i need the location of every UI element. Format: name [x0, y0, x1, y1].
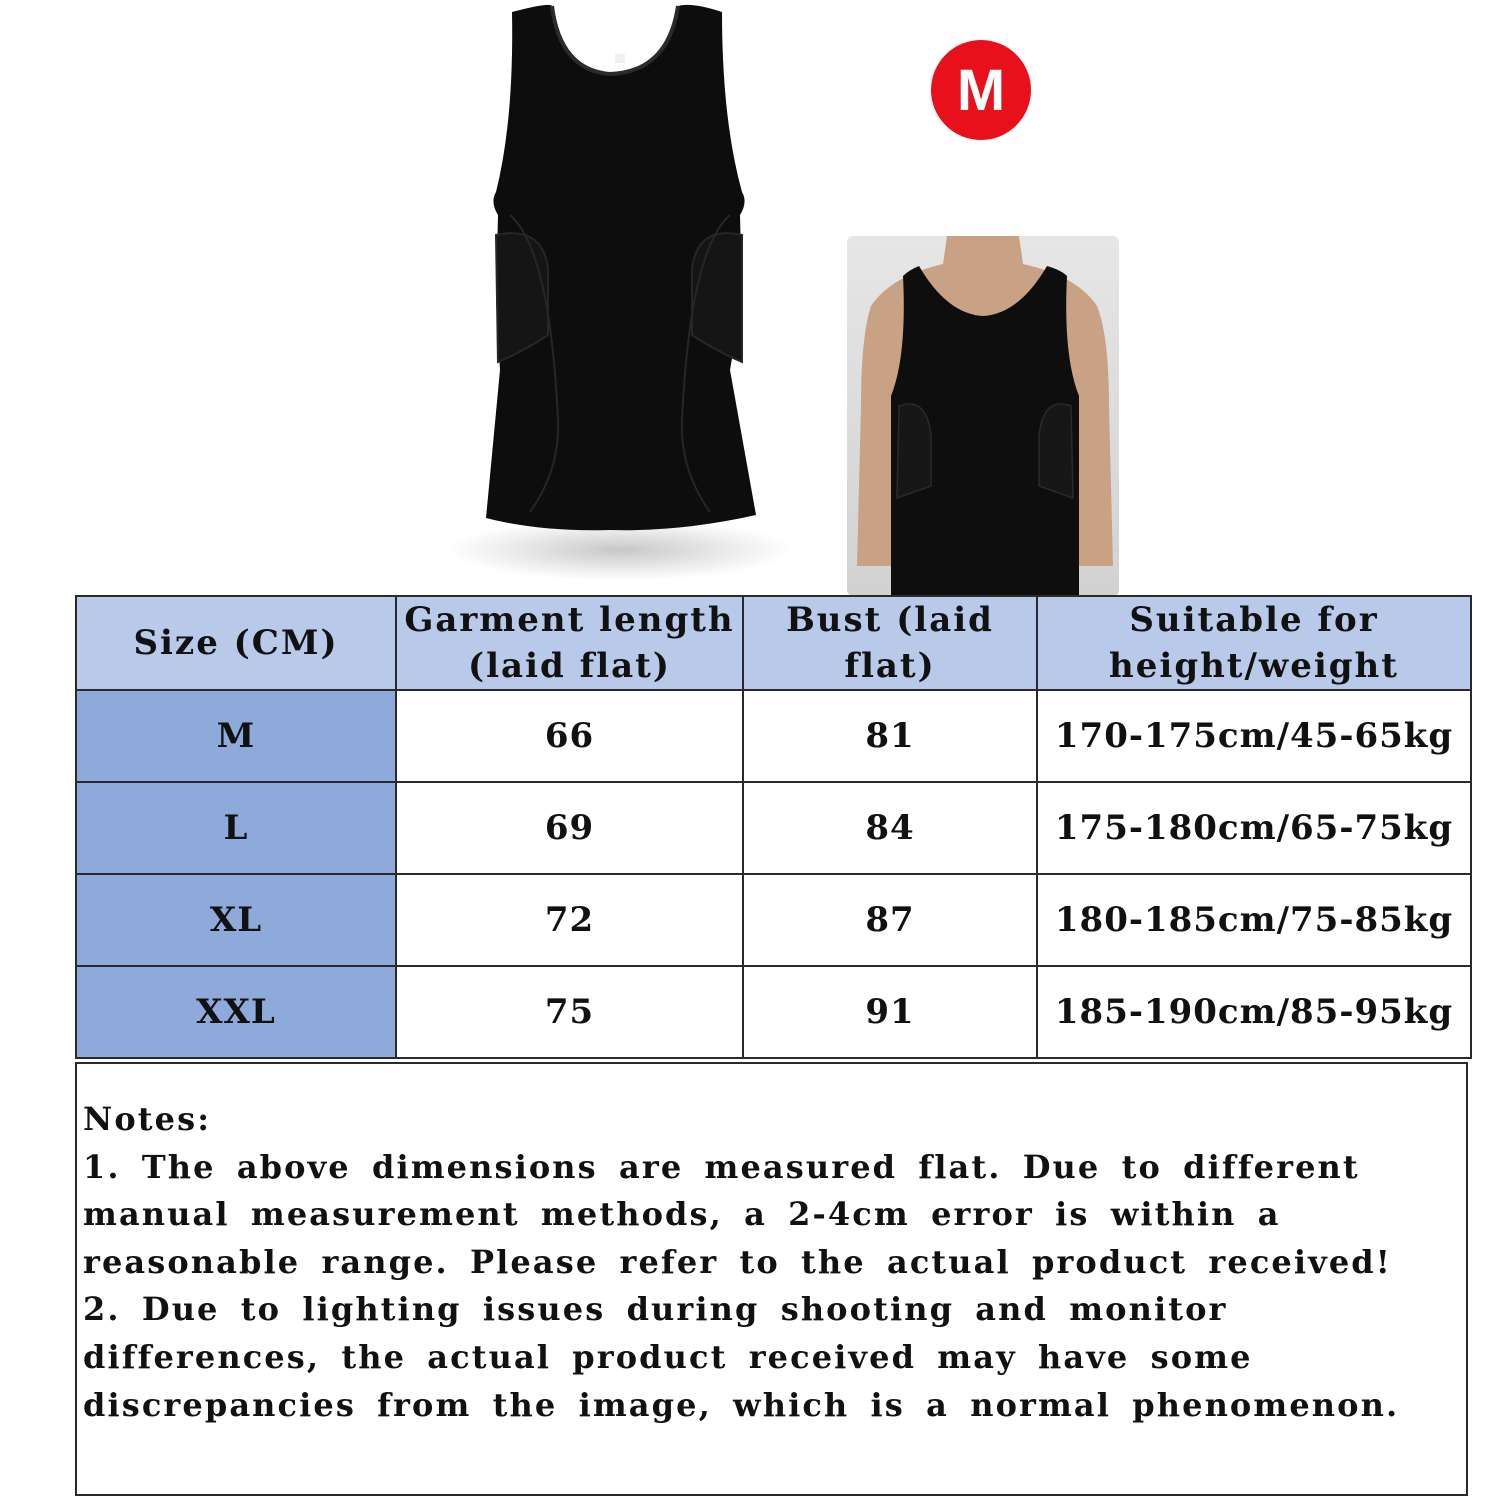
size-value: XL	[76, 874, 396, 966]
garment-length-value: 69	[396, 782, 743, 874]
model-wearing-vest	[847, 236, 1119, 596]
table-row	[76, 690, 1471, 782]
table-row	[76, 782, 1471, 874]
header-size: Size (CM)	[76, 596, 396, 690]
tank-top-illustration	[430, 0, 810, 585]
height-weight-value: 180-185cm/75-85kg	[1037, 874, 1471, 966]
notes-box	[75, 1062, 1468, 1496]
height-weight-value: 175-180cm/65-75kg	[1037, 782, 1471, 874]
table-header-row	[76, 596, 1471, 690]
garment-length-value: 66	[396, 690, 743, 782]
size-value: M	[76, 690, 396, 782]
size-value: L	[76, 782, 396, 874]
model-photo	[847, 236, 1119, 596]
header-bust: Bust (laid flat)	[743, 596, 1037, 690]
size-chart-table	[75, 595, 1472, 1059]
header-suitable-for: Suitable for height/weight	[1037, 596, 1471, 690]
bust-value: 81	[743, 690, 1037, 782]
table-row	[76, 966, 1471, 1058]
note-item-2: 2. Due to lighting issues during shooting and monitor differences, the actual product received may have some discrepancies from the image, which is a normal phenomenon.	[83, 1290, 1400, 1424]
header-garment-length: Garment length (laid flat)	[396, 596, 743, 690]
notes-title: Notes:	[83, 1100, 212, 1138]
height-weight-value: 170-175cm/45-65kg	[1037, 690, 1471, 782]
note-item-1: 1. The above dimensions are measured flat. Due to different manual measurement methods, a 2-4cm error is within a reasonable range. Please refer to the actual product received!	[83, 1147, 1392, 1281]
height-weight-value: 185-190cm/85-95kg	[1037, 966, 1471, 1058]
bust-value: 91	[743, 966, 1037, 1058]
size-badge: M	[931, 40, 1031, 140]
garment-length-value: 75	[396, 966, 743, 1058]
garment-length-value: 72	[396, 874, 743, 966]
table-row	[76, 874, 1471, 966]
bust-value: 87	[743, 874, 1037, 966]
bust-value: 84	[743, 782, 1037, 874]
product-image-vest	[430, 0, 810, 585]
size-value: XXL	[76, 966, 396, 1058]
